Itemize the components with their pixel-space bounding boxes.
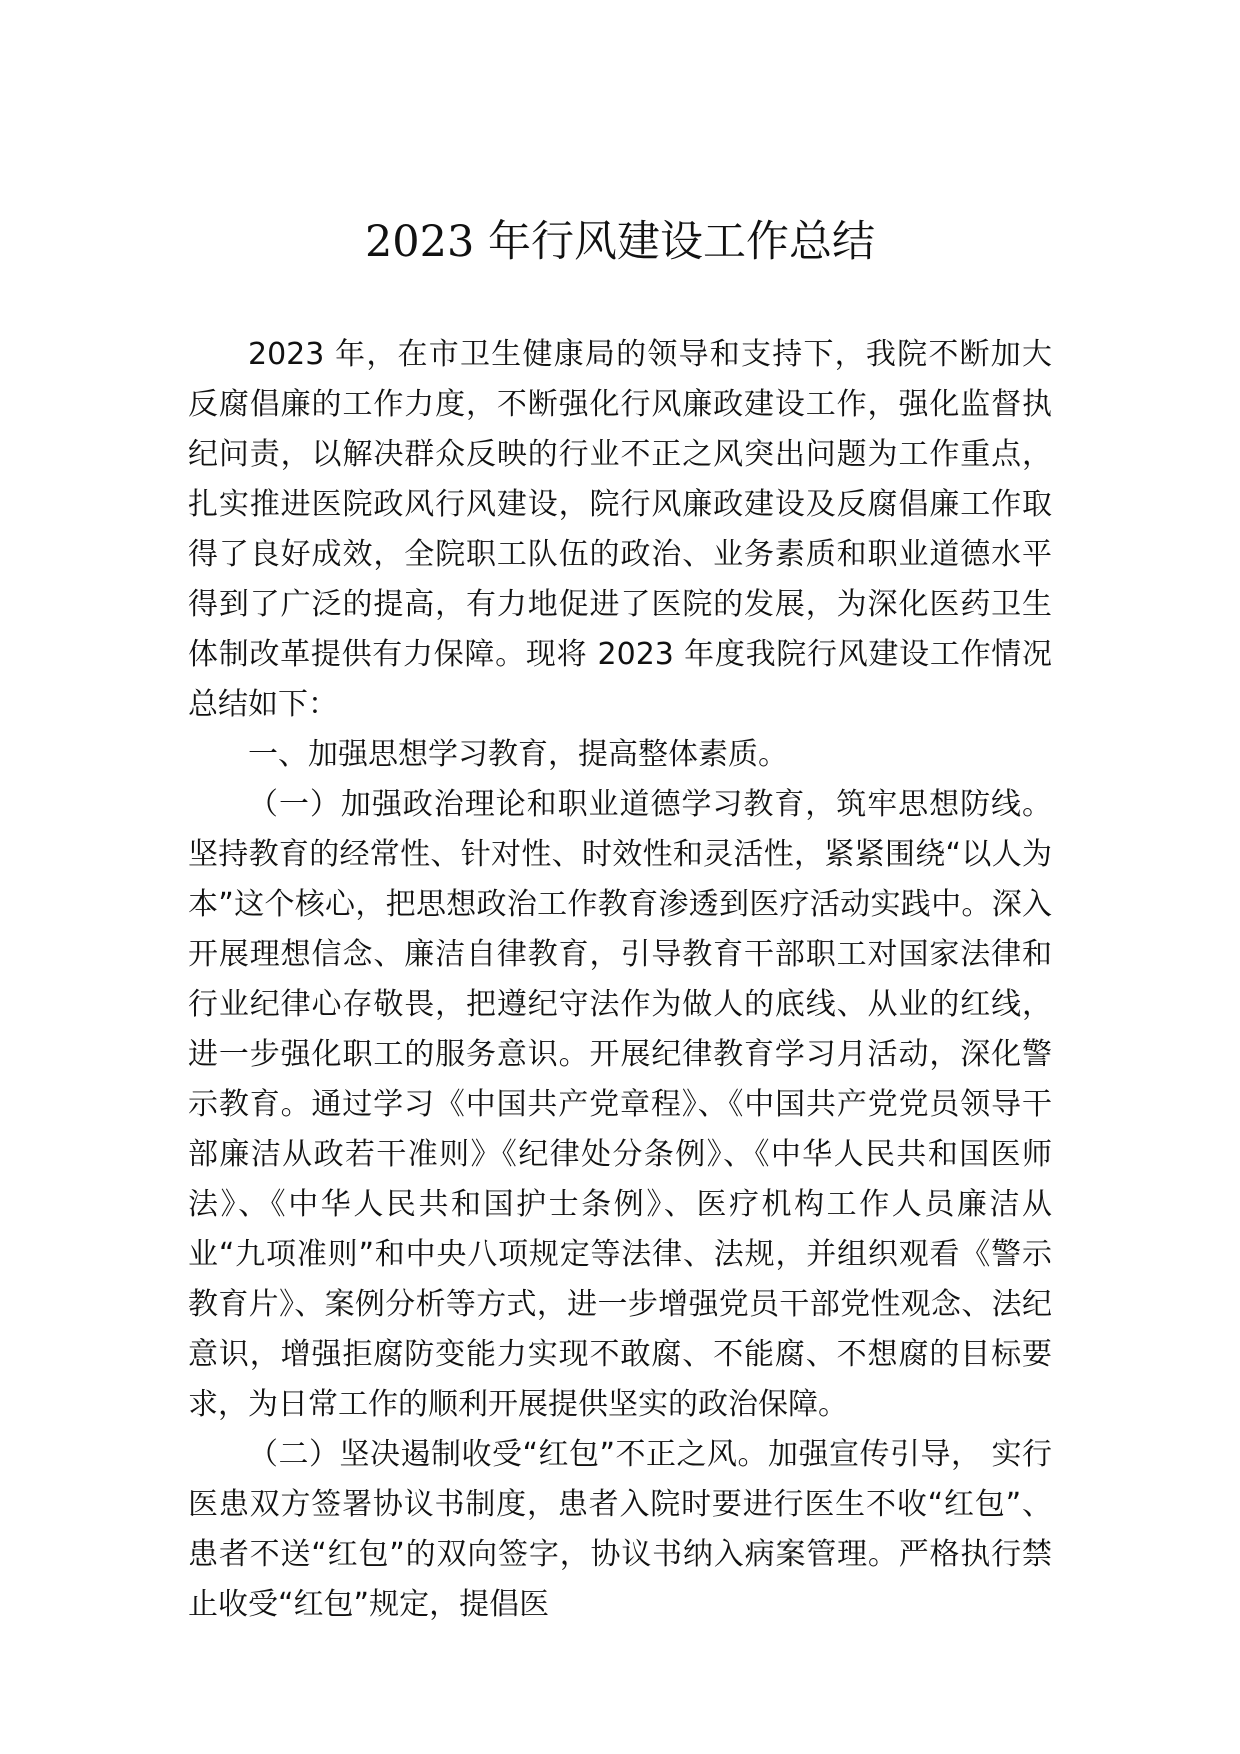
document-body [188, 330, 1052, 1630]
document-title: 2023 年行风建设工作总结 [364, 217, 876, 267]
subsection-paragraph-1: （一）加强政治理论和职业道德学习教育，筑牢思想防线。坚持教育的经常性、针对性、时效性和灵活性，紧紧围绕“以人为本”这个核心，把思想政治工作教育渗透到医疗活动实践中。深入开展理想信念、廉洁自律教育，引导教育干部职工对国家法律和行业纪律心存敬畏，把遵纪守法作为做人的底线、从业的红线，进一步强化职工的服务意识。开展纪律教育学习月活动，深化警示教育。通过学习《中国共产党章程》、《中国共产党党员领导干部廉洁从政若干准则》《纪律处分条例》、《中华人民共和国医师法》、《中华人民共和国护士条例》、医疗机构工作人员廉洁从业“九项准则”和中央八项规定等法律、法规，并组织观看《警示教育片》、案例分析等方式，进一步增强党员干部党性观念、法纪意识，增强拒腐防变能力实现不敢腐、不能腐、不想腐的目标要求，为日常工作的顺利开展提供坚实的政治保障。 [188, 787, 1052, 1422]
subsection-paragraph-2: （二）坚决遏制收受“红包”不正之风。加强宣传引导， 实行医患双方签署协议书制度，患者入院时要进行医生不收“红包”、患者不送“红包”的双向签字，协议书纳入病案管理。严格执行禁止收受“红包”规定，提倡医 [188, 1437, 1052, 1622]
section-heading-1: 一、加强思想学习教育，提高整体素质。 [248, 737, 788, 772]
intro-paragraph: 2023 年，在市卫生健康局的领导和支持下，我院不断加大反腐倡廉的工作力度，不断强化行风廉政建设工作，强化监督执纪问责，以解决群众反映的行业不正之风突出问题为工作重点，扎实推进医院政风行风建设，院行风廉政建设及反腐倡廉工作取得了良好成效，全院职工队伍的政治、业务素质和职业道德水平得到了广泛的提高，有力地促进了医院的发展，为深化医药卫生体制改革提供有力保障。现将 2023 年度我院行风建设工作情况总结如下： [188, 337, 1052, 722]
